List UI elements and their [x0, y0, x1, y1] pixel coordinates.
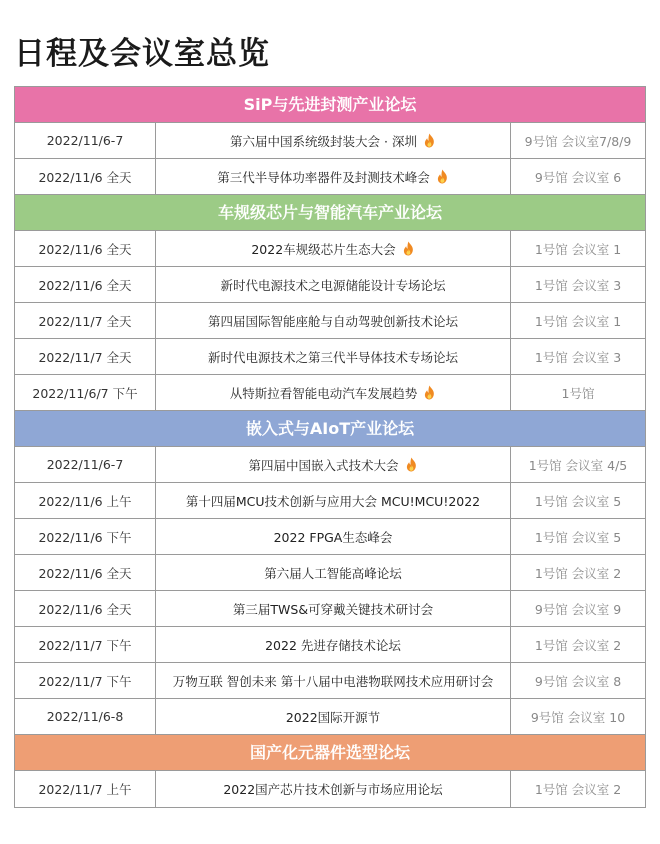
event-cell [156, 555, 511, 590]
table-row [15, 555, 645, 591]
venue-text: 9号馆 会议室 8 [534, 673, 622, 689]
event-cell [156, 231, 511, 266]
date-cell [15, 267, 156, 302]
venue-cell [511, 375, 645, 410]
date-text: 2022/11/6 全天 [38, 601, 132, 617]
venue-cell [511, 591, 645, 626]
venue-cell [511, 483, 645, 518]
venue-text: 1号馆 会议室 2 [534, 565, 622, 581]
date-cell [15, 519, 156, 554]
venue-text: 9号馆 会议室7/8/9 [524, 133, 632, 149]
section-header: 嵌入式与AIoT产业论坛 [15, 411, 645, 447]
event-name: 第六届人工智能高峰论坛 [264, 565, 402, 581]
date-cell [15, 699, 156, 734]
event-name: 第三届TWS&可穿戴关键技术研讨会 [232, 601, 434, 617]
event-name: 2022 FPGA生态峰会 [273, 529, 393, 545]
section-header: 车规级芯片与智能汽车产业论坛 [15, 195, 645, 231]
date-cell [15, 303, 156, 338]
date-cell [15, 591, 156, 626]
venue-text: 1号馆 会议室 1 [534, 241, 622, 257]
table-row [15, 483, 645, 519]
event-cell [156, 339, 511, 374]
event-cell [156, 375, 511, 410]
venue-text: 9号馆 会议室 9 [534, 601, 622, 617]
table-row [15, 123, 645, 159]
venue-cell [511, 231, 645, 266]
fire-icon [423, 385, 436, 400]
table-row [15, 519, 645, 555]
event-name: 第十四届MCU技术创新与应用大会 MCU!MCU!2022 [185, 493, 481, 509]
date-text: 2022/11/6-7 [46, 457, 124, 472]
fire-icon [402, 241, 415, 256]
venue-cell [511, 555, 645, 590]
date-cell [15, 447, 156, 482]
event-cell [156, 591, 511, 626]
venue-cell [511, 267, 645, 302]
date-text: 2022/11/6 下午 [38, 529, 132, 545]
table-row [15, 303, 645, 339]
table-row [15, 447, 645, 483]
venue-cell [511, 627, 645, 662]
date-cell [15, 159, 156, 194]
venue-cell [511, 303, 645, 338]
date-text: 2022/11/6/7 下午 [32, 385, 138, 401]
venue-text: 9号馆 会议室 6 [534, 169, 622, 185]
event-name: 新时代电源技术之电源储能设计专场论坛 [220, 277, 446, 293]
table-row [15, 627, 645, 663]
section-header: SiP与先进封测产业论坛 [15, 87, 645, 123]
table-row [15, 699, 645, 735]
table-row [15, 771, 645, 807]
venue-text: 1号馆 会议室 5 [534, 493, 622, 509]
venue-text: 1号馆 会议室 2 [534, 782, 622, 797]
venue-text: 1号馆 [561, 385, 595, 401]
date-cell [15, 627, 156, 662]
date-cell [15, 771, 156, 807]
fire-icon [405, 457, 418, 472]
event-name: 第三代半导体功率器件及封测技术峰会 [217, 169, 430, 185]
date-cell [15, 375, 156, 410]
event-cell [156, 447, 511, 482]
date-text: 2022/11/7 全天 [38, 349, 132, 365]
date-cell [15, 231, 156, 266]
event-name: 万物互联 智创未来 第十八届中电港物联网技术应用研讨会 [172, 673, 494, 689]
date-cell [15, 483, 156, 518]
table-row [15, 591, 645, 627]
event-cell [156, 123, 511, 158]
date-text: 2022/11/6 全天 [38, 241, 132, 257]
section-header: 国产化元器件选型论坛 [15, 735, 645, 771]
table-row [15, 663, 645, 699]
date-text: 2022/11/6 全天 [38, 169, 132, 185]
event-name: 2022车规级芯片生态大会 [251, 241, 396, 257]
fire-icon [436, 169, 449, 184]
venue-text: 1号馆 会议室 5 [534, 529, 622, 545]
event-name: 2022国际开源节 [285, 709, 381, 725]
event-name: 2022 先进存储技术论坛 [265, 637, 401, 653]
date-text: 2022/11/7 上午 [38, 782, 132, 797]
venue-cell [511, 699, 645, 734]
date-cell [15, 663, 156, 698]
event-cell [156, 483, 511, 518]
date-text: 2022/11/6 上午 [38, 493, 132, 509]
venue-text: 1号馆 会议室 1 [534, 313, 622, 329]
date-cell [15, 555, 156, 590]
fire-icon [423, 133, 436, 148]
event-name: 第四届国际智能座舱与自动驾驶创新技术论坛 [207, 313, 458, 329]
event-name: 新时代电源技术之第三代半导体技术专场论坛 [207, 349, 458, 365]
event-cell [156, 267, 511, 302]
venue-cell [511, 159, 645, 194]
event-name: 第四届中国嵌入式技术大会 [248, 457, 399, 473]
date-text: 2022/11/6 全天 [38, 565, 132, 581]
date-text: 2022/11/7 下午 [38, 637, 132, 653]
date-text: 2022/11/7 全天 [38, 313, 132, 329]
venue-text: 1号馆 会议室 2 [534, 637, 622, 653]
venue-text: 1号馆 会议室 3 [534, 277, 622, 293]
event-cell [156, 663, 511, 698]
date-cell [15, 339, 156, 374]
event-cell [156, 627, 511, 662]
venue-text: 9号馆 会议室 10 [530, 709, 626, 725]
venue-cell [511, 447, 645, 482]
venue-cell [511, 519, 645, 554]
venue-cell [511, 771, 645, 807]
date-text: 2022/11/6 全天 [38, 277, 132, 293]
table-row [15, 159, 645, 195]
date-text: 2022/11/6-8 [46, 709, 124, 724]
schedule-table [14, 86, 646, 808]
venue-cell [511, 123, 645, 158]
date-text: 2022/11/6-7 [46, 133, 124, 148]
page-title: 日程及会议室总览 [14, 36, 270, 72]
date-cell [15, 123, 156, 158]
venue-cell [511, 663, 645, 698]
venue-text: 1号馆 会议室 3 [534, 349, 622, 365]
event-cell [156, 519, 511, 554]
table-row [15, 267, 645, 303]
venue-text: 1号馆 会议室 4/5 [528, 457, 628, 473]
event-name: 第六届中国系统级封装大会 · 深圳 [230, 133, 417, 149]
table-row [15, 231, 645, 267]
table-row [15, 339, 645, 375]
event-cell [156, 771, 511, 807]
table-row [15, 375, 645, 411]
event-cell [156, 159, 511, 194]
date-text: 2022/11/7 下午 [38, 673, 132, 689]
event-cell [156, 699, 511, 734]
event-name: 从特斯拉看智能电动汽车发展趋势 [229, 385, 418, 401]
event-name: 2022国产芯片技术创新与市场应用论坛 [223, 782, 443, 797]
venue-cell [511, 339, 645, 374]
event-cell [156, 303, 511, 338]
